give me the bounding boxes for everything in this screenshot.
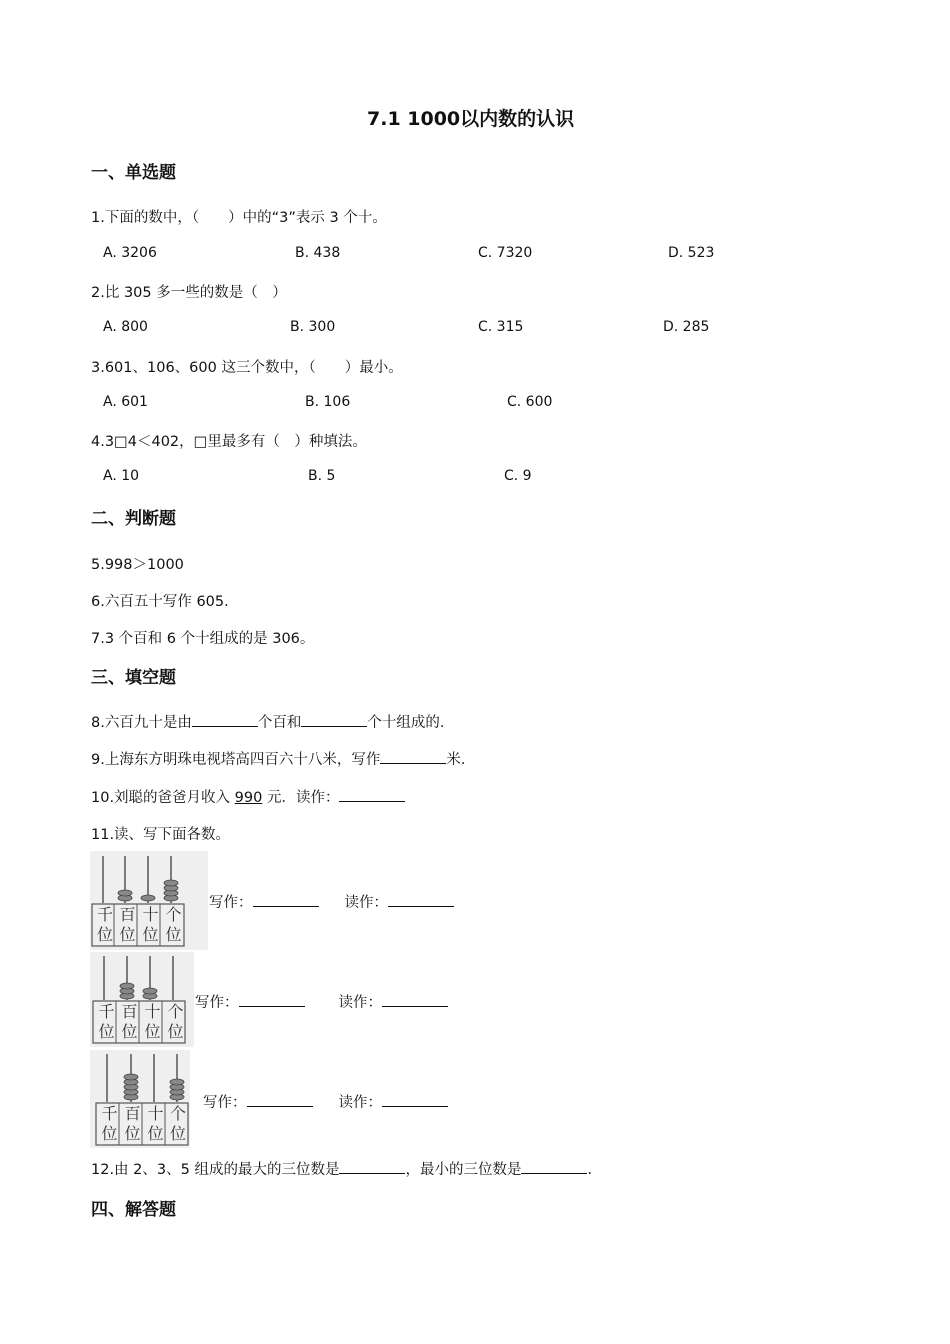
label-place: 位 [98,1022,115,1041]
question-3: 3.601、106、600 这三个数中，（ ）最小。 [91,360,403,376]
section-heading-fill-in: 三、填空题 [91,668,176,688]
question-1: 1.下面的数中，（ ）中的“3”表示 3 个十。 [91,210,387,226]
label-place: 位 [147,1124,164,1143]
option-2b: B. 300 [290,319,336,335]
read-label: 读作： [344,895,388,911]
question-8-part3: 个十组成的． [367,715,455,731]
write-label: 写作： [203,1095,247,1111]
abacus-image-2 [90,952,194,1047]
option-4a: A. 10 [103,468,140,484]
question-8 [91,711,454,732]
option-3c: C. 600 [507,394,553,410]
answer-blank[interactable] [382,1092,448,1107]
question-9-part2: 米． [446,752,476,768]
abacus-image-1 [90,851,208,950]
question-12-part2: ，最小的三位数是 [405,1162,522,1178]
label-ones: 个 [165,905,182,924]
answer-blank[interactable] [239,992,305,1007]
answer-blank[interactable] [382,992,448,1007]
answer-blank[interactable] [388,892,454,907]
label-thousands: 千 [101,1104,118,1123]
abacus-1-write-read [209,891,454,912]
label-hundreds: 百 [124,1104,141,1123]
section-heading-single-choice: 一、单选题 [91,163,176,183]
answer-blank[interactable] [339,1159,405,1174]
question-6: 6.六百五十写作 605． [91,594,239,610]
label-hundreds: 百 [121,1002,138,1021]
label-place: 位 [96,925,113,944]
label-hundreds: 百 [119,905,136,924]
abacus-label-row-2 [95,1022,187,1042]
underlined-number: 990 [234,790,263,806]
option-2d: D. 285 [663,319,710,335]
label-place: 位 [119,925,136,944]
answer-blank[interactable] [253,892,319,907]
question-7: 7.3 个百和 6 个十组成的是 306。 [91,631,315,647]
page-title: 7.1 1000以内数的认识 [367,108,575,130]
answer-blank[interactable] [301,712,367,727]
question-10 [91,786,405,807]
label-place: 位 [165,925,182,944]
label-ones: 个 [167,1002,184,1021]
read-label: 读作： [338,1095,382,1111]
question-5: 5.998＞1000 [91,557,184,573]
section-heading-problems: 四、解答题 [91,1200,176,1220]
label-tens: 十 [147,1104,164,1123]
answer-blank[interactable] [247,1092,313,1107]
question-10-part1: 10.刘聪的爸爸月收入 [91,790,235,806]
label-place: 位 [121,1022,138,1041]
question-2: 2.比 305 多一些的数是（ ） [91,285,287,301]
option-4b: B. 5 [308,468,336,484]
question-11: 11.读、写下面各数。 [91,827,231,843]
option-3a: A. 601 [103,394,148,410]
answer-blank[interactable] [521,1159,587,1174]
question-9 [91,748,475,769]
abacus-label-row-2 [94,925,185,945]
question-12 [91,1158,602,1179]
option-1d: D. 523 [668,245,715,261]
option-3b: B. 106 [305,394,351,410]
option-2a: A. 800 [103,319,148,335]
option-4c: C. 9 [504,468,532,484]
section-heading-true-false: 二、判断题 [91,509,176,529]
abacus-2-write-read [195,991,448,1012]
abacus-label-row [94,905,185,925]
abacus-3-write-read [203,1091,448,1112]
option-2c: C. 315 [478,319,524,335]
answer-blank[interactable] [380,749,446,764]
question-10-part2: 元．读作： [262,790,340,806]
answer-blank[interactable] [339,787,405,802]
option-1a: A. 3206 [103,245,157,261]
label-place: 位 [101,1124,118,1143]
write-label: 写作： [195,995,239,1011]
read-label: 读作： [338,995,382,1011]
question-8-part2: 个百和 [257,715,302,731]
write-label: 写作： [209,895,253,911]
label-thousands: 千 [96,905,113,924]
abacus-image-3 [90,1050,190,1148]
label-place: 位 [142,925,159,944]
question-8-part1: 8.六百九十是由 [91,715,192,731]
label-ones: 个 [169,1104,186,1123]
option-1b: B. 438 [295,245,341,261]
label-place: 位 [167,1022,184,1041]
abacus-label-row [98,1104,189,1124]
abacus-label-row [95,1002,187,1022]
question-12-part1: 12.由 2、3、5 组成的最大的三位数是 [91,1162,340,1178]
question-4: 4.3□4＜402，□里最多有（ ）种填法。 [91,434,367,450]
label-thousands: 千 [98,1002,115,1021]
label-place: 位 [169,1124,186,1143]
option-1c: C. 7320 [478,245,533,261]
abacus-label-row-2 [98,1124,189,1144]
question-12-part3: ． [587,1162,602,1178]
label-tens: 十 [142,905,159,924]
label-place: 位 [124,1124,141,1143]
label-tens: 十 [144,1002,161,1021]
answer-blank[interactable] [192,712,258,727]
label-place: 位 [144,1022,161,1041]
question-9-part1: 9.上海东方明珠电视塔高四百六十八米，写作 [91,752,381,768]
